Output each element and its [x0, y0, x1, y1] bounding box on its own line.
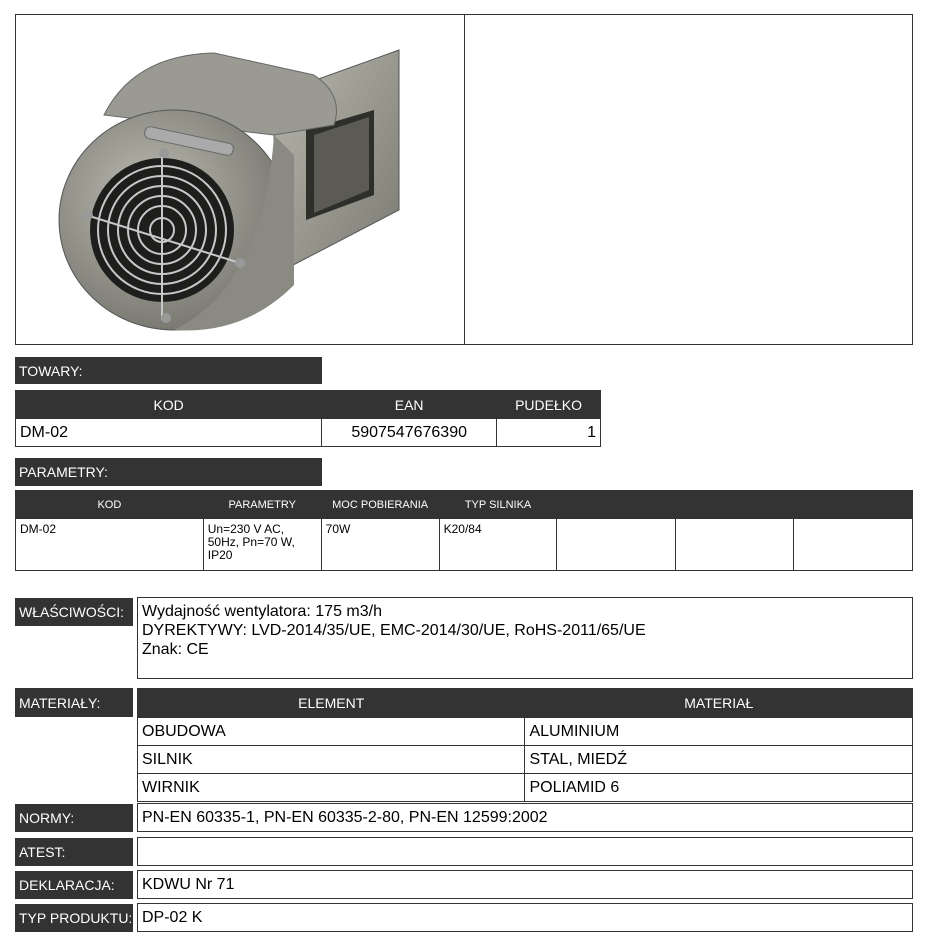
table-row — [16, 519, 913, 571]
table-cell: DM-02 — [16, 419, 322, 447]
wlasciwosci-label: WŁAŚCIWOŚCI: — [15, 598, 133, 626]
table-cell: Un=230 V AC, 50Hz, Pn=70 W, IP20 — [203, 519, 321, 571]
table-header-cell — [794, 491, 913, 519]
wlasciwosci-line: DYREKTYWY: LVD-2014/35/UE, EMC-2014/30/UE, RoHS-2011/65/UE — [142, 622, 646, 639]
table-header-row — [16, 391, 601, 419]
table-cell — [557, 519, 676, 571]
blower-fan-image — [44, 35, 414, 335]
table-header-row — [138, 689, 913, 718]
product-image-frame — [15, 14, 913, 345]
deklaracja-value: KDWU Nr 71 — [137, 870, 913, 899]
image-divider — [464, 15, 465, 344]
table-cell: 1 — [497, 419, 601, 447]
table-cell: ALUMINIUM — [525, 718, 913, 746]
table-header-cell — [557, 491, 676, 519]
atest-value — [137, 837, 913, 866]
table-cell: 5907547676390 — [322, 419, 497, 447]
table-header-cell: EAN — [322, 391, 497, 419]
table-row — [16, 419, 601, 447]
table-header-cell: MOC POBIERANIA — [321, 491, 439, 519]
table-header-cell: KOD — [16, 491, 204, 519]
typ-produktu-value: DP-02 K — [137, 903, 913, 932]
table-header-cell: MATERIAŁ — [525, 689, 913, 718]
normy-label: NORMY: — [15, 804, 133, 832]
table-header-cell: PUDEŁKO — [497, 391, 601, 419]
table-header-cell: PARAMETRY — [203, 491, 321, 519]
towary-table — [15, 390, 601, 447]
normy-value: PN-EN 60335-1, PN-EN 60335-2-80, PN-EN 12599:2002 — [137, 803, 913, 832]
table-cell: DM-02 — [16, 519, 204, 571]
materialy-table — [137, 688, 913, 802]
table-cell: POLIAMID 6 — [525, 774, 913, 802]
table-header-cell: TYP SILNIKA — [439, 491, 557, 519]
table-row — [138, 774, 913, 802]
wlasciwosci-line: Znak: CE — [142, 641, 209, 658]
deklaracja-label: DEKLARACJA: — [15, 871, 133, 899]
wlasciwosci-line: Wydajność wentylatora: 175 m3/h — [142, 603, 382, 620]
table-header-cell: ELEMENT — [138, 689, 525, 718]
table-row — [138, 746, 913, 774]
wlasciwosci-box — [137, 597, 913, 679]
table-cell — [794, 519, 913, 571]
table-cell: OBUDOWA — [138, 718, 525, 746]
table-header-cell — [676, 491, 794, 519]
table-row — [138, 718, 913, 746]
table-header-row — [16, 491, 913, 519]
parametry-table — [15, 490, 913, 571]
typ-produktu-label: TYP PRODUKTU: — [15, 904, 133, 932]
table-cell: STAL, MIEDŹ — [525, 746, 913, 774]
table-cell: 70W — [321, 519, 439, 571]
atest-label: ATEST: — [15, 838, 133, 866]
table-header-cell: KOD — [16, 391, 322, 419]
towary-label: TOWARY: — [15, 357, 322, 384]
table-cell — [676, 519, 794, 571]
materialy-label: MATERIAŁY: — [15, 688, 133, 717]
table-cell: WIRNIK — [138, 774, 525, 802]
table-cell: SILNIK — [138, 746, 525, 774]
table-cell: K20/84 — [439, 519, 557, 571]
parametry-label: PARAMETRY: — [15, 458, 322, 486]
